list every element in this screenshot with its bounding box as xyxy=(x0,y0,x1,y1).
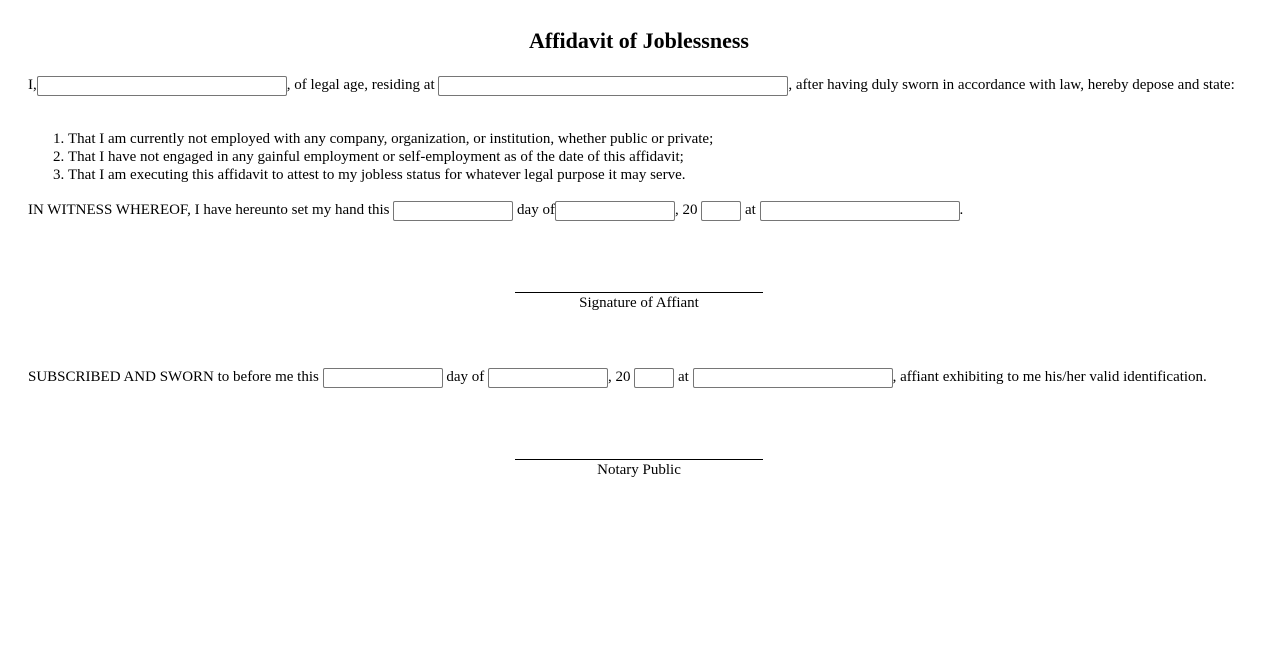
witness-prefix: IN WITNESS WHEREOF, I have hereunto set my hand this xyxy=(28,202,390,218)
intro-after-address: , after having duly sworn in accordance with law, hereby depose and state: xyxy=(788,77,1235,93)
sworn-day-input[interactable] xyxy=(323,368,443,388)
sworn-year-prefix: , 20 xyxy=(608,369,631,385)
sworn-place-input[interactable] xyxy=(693,368,893,388)
witness-month-input[interactable] xyxy=(555,201,675,221)
witness-place-input[interactable] xyxy=(760,201,960,221)
witness-day-of: day of xyxy=(517,202,555,218)
affiant-signature-label: Signature of Affiant xyxy=(579,295,699,311)
witness-paragraph xyxy=(28,200,1250,221)
document-title: Affidavit of Joblessness xyxy=(528,28,749,53)
witness-year-input[interactable] xyxy=(701,201,741,221)
intro-prefix: I, xyxy=(28,77,37,93)
list-item: 1. That I am currently not employed with any company, organization, or institution, whether public or private; xyxy=(68,130,713,148)
sworn-month-input[interactable] xyxy=(488,368,608,388)
sworn-year-input[interactable] xyxy=(634,368,674,388)
witness-day-input[interactable] xyxy=(393,201,513,221)
list-item: 3. That I am executing this affidavit to attest to my jobless status for whatever legal purpose it may serve. xyxy=(68,166,713,184)
list-item: 2. That I have not engaged in any gainful employment or self-employment as of the date of this affidavit; xyxy=(68,148,713,166)
intro-paragraph xyxy=(28,75,1250,96)
witness-suffix: . xyxy=(959,202,964,218)
notary-signature-label: Notary Public xyxy=(597,462,681,478)
witness-at: at xyxy=(744,202,756,218)
statement-list xyxy=(28,130,713,184)
sworn-prefix: SUBSCRIBED AND SWORN to before me this xyxy=(28,369,319,385)
affiant-address-input[interactable] xyxy=(438,76,788,96)
sworn-at: at xyxy=(678,369,689,385)
sworn-suffix: , affiant exhibiting to me his/her valid identification. xyxy=(892,369,1207,385)
sworn-paragraph xyxy=(28,367,1250,388)
affiant-name-input[interactable] xyxy=(37,76,287,96)
intro-after-name: , of legal age, residing at xyxy=(286,77,435,93)
witness-year-prefix: , 20 xyxy=(674,202,698,218)
sworn-day-of: day of xyxy=(446,369,485,385)
notary-signature-block xyxy=(515,459,763,480)
affiant-signature-block xyxy=(515,292,763,313)
